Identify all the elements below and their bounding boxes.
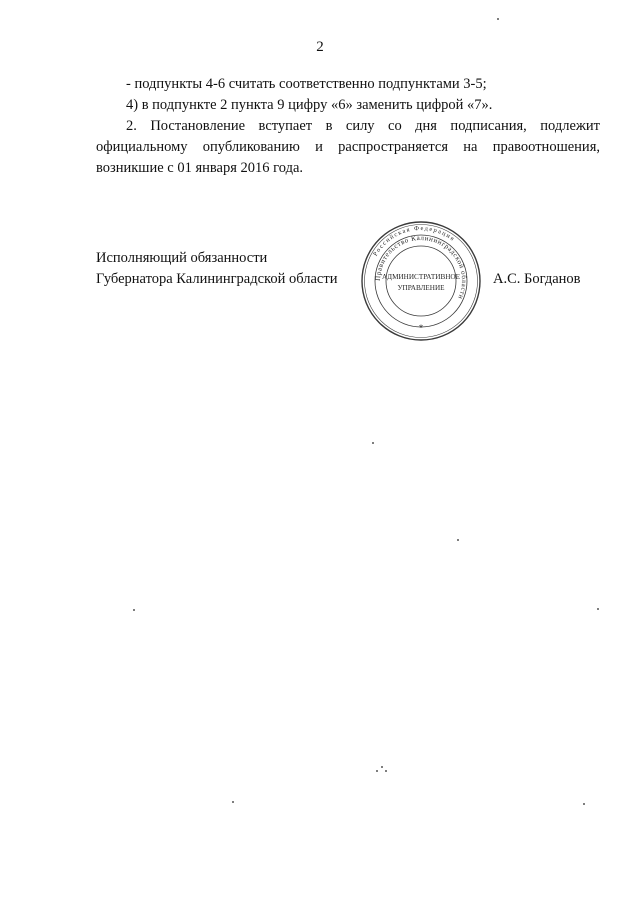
paragraph-subitems: - подпункты 4-6 считать соответственно подпунктами 3-5;	[126, 76, 487, 92]
scan-speck	[381, 766, 383, 768]
scan-speck	[232, 801, 234, 803]
scan-speck	[376, 770, 378, 772]
paragraph-effective-date: 2. Постановление вступает в силу со дня подписания, подлежит официальному опубликованию и распространяется на правоотношения, возникшие с 01 января 2016 года.	[96, 118, 600, 176]
scan-speck	[583, 803, 585, 805]
scan-speck	[597, 608, 599, 610]
scan-speck	[133, 609, 135, 611]
seal-center-line2: УПРАВЛЕНИЕ	[397, 284, 445, 292]
seal-star-icon: *	[418, 323, 424, 333]
signatory-title-line2: Губернатора Калининградской области	[96, 271, 338, 287]
signatory-title-line1: Исполняющий обязанности	[96, 250, 268, 266]
scan-speck	[372, 442, 374, 444]
paragraph-amendment: 4) в подпункте 2 пункта 9 цифру «6» заменить цифрой «7».	[126, 97, 493, 113]
scan-speck	[385, 770, 387, 772]
scan-speck	[497, 18, 499, 20]
seal-inner-text: Правительство Калининградской области	[373, 233, 469, 301]
signatory-name: А.С. Богданов	[493, 271, 581, 287]
seal-center-line1: АДМИНИСТРАТИВНОЕ	[381, 273, 461, 281]
scan-speck	[457, 539, 459, 541]
seal-outer-text: Российская Федерация	[371, 224, 457, 258]
official-seal-stamp	[360, 220, 482, 342]
signatory-title	[96, 248, 337, 290]
page-number: 2	[316, 39, 324, 55]
